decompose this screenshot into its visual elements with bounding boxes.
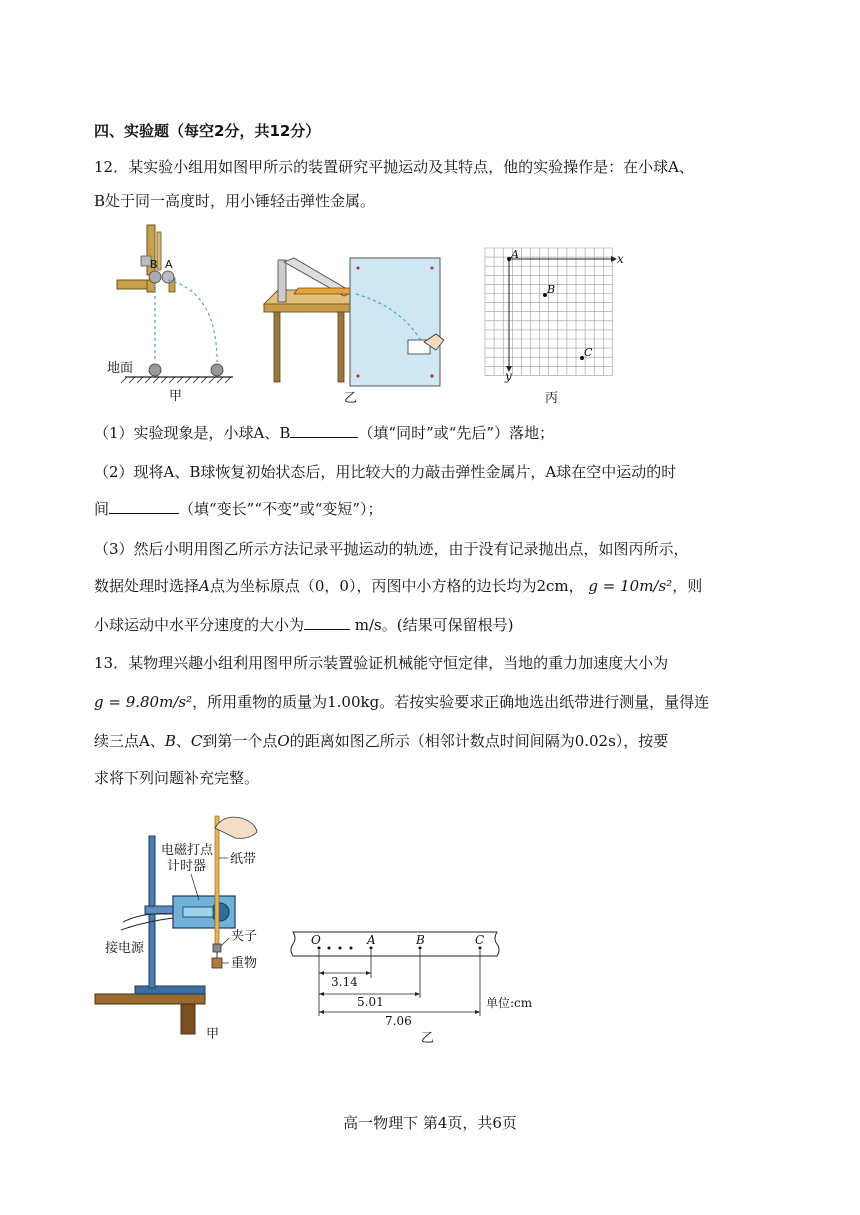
caption-q13-jia: 甲 xyxy=(206,1027,220,1042)
grid-label-c: C xyxy=(584,346,593,359)
caption-q13-yi: 乙 xyxy=(421,1031,435,1046)
q12-part3-line3 xyxy=(94,615,770,635)
label-B: B xyxy=(150,258,158,271)
tape-label-a: A xyxy=(367,933,376,947)
q13-line3 xyxy=(94,731,770,751)
q12-part1-blank xyxy=(290,423,358,438)
q12-part1-pre: （1）实验现象是，小球A、B xyxy=(94,424,291,442)
caption-yi: 乙 xyxy=(344,391,358,406)
q13-l3-C: C xyxy=(190,732,203,750)
dist-ob: 5.01 xyxy=(357,995,384,1009)
q12-part1-post: （填“同时”或“先后”）落地； xyxy=(358,424,555,442)
q12-part3-l2-A: A xyxy=(199,577,210,595)
q13-l3-O: O xyxy=(277,732,290,750)
q12-part3-line2 xyxy=(94,576,770,596)
q12-part3-l2-mid: 点为坐标原点（0，0），丙图中小方格的边长均为2cm， xyxy=(209,577,584,595)
section-title: 四、实验题（每空2分，共12分） xyxy=(94,122,321,140)
q13-l2-post: ，所用重物的质量为1.00kg。若按实验要求正确地选出纸带进行测量，量得连 xyxy=(192,693,710,711)
q12-part3-blank xyxy=(304,615,350,630)
q12-part2-line1: （2）现将A、B球恢复初始状态后，用比较大的力敲击弹性金属片，A球在空中运动的时 xyxy=(94,463,677,481)
label-A: A xyxy=(165,258,173,271)
axis-label-y: y xyxy=(505,369,512,383)
q12-part1 xyxy=(94,423,770,443)
q13-figure-yi-tape xyxy=(285,928,545,1046)
label-timer-2: 计时器 xyxy=(167,859,207,874)
q12-part2-blank xyxy=(109,499,179,514)
tape-label-o: O xyxy=(311,933,321,947)
q12-part2-pre: 间 xyxy=(94,500,110,518)
caption-jia: 甲 xyxy=(169,389,183,404)
q12-part2-line2 xyxy=(94,499,770,519)
q13-l3-B: B xyxy=(164,732,176,750)
page-footer: 高一物理下 第4页，共6页 xyxy=(343,1114,517,1132)
q13-line2 xyxy=(94,692,770,712)
dist-oa: 3.14 xyxy=(331,975,358,989)
label-power: 接电源 xyxy=(105,941,145,956)
axis-label-x: x xyxy=(617,252,624,266)
label-tape: 纸带 xyxy=(230,852,257,867)
q13-l3-mid: 、 xyxy=(175,732,191,750)
q13-l3-pre: 续三点A、 xyxy=(94,732,165,750)
q12-part3-l2-g: g = 10m/s² xyxy=(588,577,673,595)
grid-label-b: B xyxy=(547,283,556,296)
q12-part2-post: （填“变长”“不变”或“变短”）； xyxy=(179,500,383,518)
q12-part3-line1: （3）然后小明用图乙所示方法记录平抛运动的轨迹，由于没有记录抛出点，如图丙所示， xyxy=(94,540,689,558)
q12-part3-l3-post: m/s。(结果可保留根号) xyxy=(350,616,514,634)
q13-l3-mid2: 到第一个点 xyxy=(202,732,278,750)
tape-label-c: C xyxy=(475,933,485,947)
dist-oc: 7.06 xyxy=(385,1014,412,1028)
q12-figure-bing-grid xyxy=(483,246,633,406)
q13-line4: 求将下列问题补充完整。 xyxy=(94,769,260,787)
caption-bing: 丙 xyxy=(545,391,559,406)
label-timer-1: 电磁打点 xyxy=(161,843,214,858)
q12-figure-yi xyxy=(264,248,464,404)
q12-part3-l2-post: ，则 xyxy=(672,577,703,595)
q12-part3-l3-pre: 小球运动中水平分速度的大小为 xyxy=(94,616,305,634)
q12-part3-l2-pre: 数据处理时选择 xyxy=(94,577,200,595)
label-clip: 夹子 xyxy=(231,929,258,944)
q13-line1: 13．某物理兴趣小组利用图甲所示装置验证机械能守恒定律，当地的重力加速度大小为 xyxy=(94,654,669,672)
label-weight: 重物 xyxy=(231,956,258,971)
q12-line2: B处于同一高度时，用小锤轻击弹性金属。 xyxy=(94,192,376,210)
tape-label-b: B xyxy=(416,933,425,947)
q12-figure-jia xyxy=(105,222,245,402)
q12-line1: 12．某实验小组用如图甲所示的装置研究平抛运动及其特点，他的实验操作是：在小球A、 xyxy=(94,158,694,176)
grid-label-a: A xyxy=(511,248,519,261)
q13-figure-jia xyxy=(95,808,270,1043)
unit-label: 单位:cm xyxy=(486,996,533,1010)
q13-l2-g: g = 9.80m/s² xyxy=(94,693,193,711)
q13-l3-post: 的距离如图乙所示（相邻计数点时间间隔为0.02s），按要 xyxy=(289,732,669,750)
label-ground: 地面 xyxy=(107,361,134,376)
